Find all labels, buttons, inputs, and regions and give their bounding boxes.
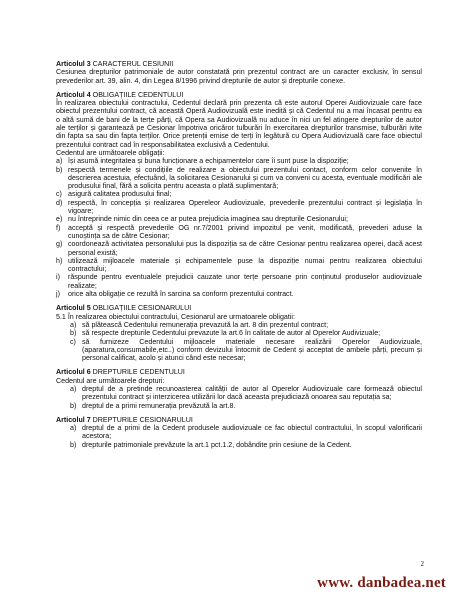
list-item — [56, 273, 422, 290]
list-text: răspunde pentru eventualele prejudicii cauzate unor terțe persoane prin conținutul produselor audiovizuale realizate; — [68, 273, 422, 290]
article-3 — [56, 60, 422, 85]
list-marker: g) — [56, 240, 63, 249]
list-text: să furnizeze Cedentului mijloacele materiale necesare realizării Operelor Audiovizuale, (aparatura,consumabile,etc..) conform devizului întocmit de Cedent și acceptat de ambele părți, precum și personal calificat, acolo și atunci când este necesar; — [82, 337, 422, 363]
list-item — [70, 321, 422, 329]
list-marker: b) — [56, 165, 63, 174]
list-item — [70, 329, 422, 337]
list-text: să plătească Cedentului remunerația prevazută la art. 8 din prezentul contract; — [82, 320, 329, 329]
list-item — [56, 166, 422, 191]
article-3-number: Articolul 3 — [56, 60, 91, 68]
list-text: respectă termenele și condițiile de realizare a obiectului prezentului contact, conform celor convenite în descrierea acestuia, efectuând, la solicitarea Cesionarului și cum va conveni cu acesta, eventuale modificări ale produsului final, fără a solicita pentru aceasta o plată suplimentară; — [68, 165, 422, 191]
list-item — [56, 290, 422, 298]
list-marker: a) — [56, 157, 63, 166]
article-4-title: OBLIGAȚIILE CEDENTULUI — [92, 90, 184, 99]
article-3-heading — [56, 60, 422, 68]
article-6-intro: Cedentul are următoarele drepturi: — [56, 376, 165, 385]
article-3-title: CARACTERUL CESIUNII — [92, 60, 174, 68]
list-item — [56, 190, 422, 198]
page-number: 2 — [420, 560, 424, 568]
list-marker: i) — [56, 273, 60, 282]
list-item — [56, 157, 422, 165]
list-marker: c) — [70, 337, 76, 346]
list-text: dreptul de a primi remunerația prevăzută la art.8. — [82, 401, 236, 410]
list-text: drepturile patrimoniale prevăzute la art.1 pct.1.2, dobândite prin cesiune de la Cedent. — [82, 440, 352, 449]
list-marker: e) — [56, 215, 63, 224]
list-marker: b) — [70, 329, 77, 338]
article-7 — [56, 416, 422, 449]
list-text: acceptă și respectă prevederile OG nr.7/2001 privind impozitul pe venit, modificată, prevederi aduse la cunoștința sa de către Cesionar; — [68, 223, 422, 240]
list-text: coordonează activitatea personalului pus la dispoziția sa de către Cesionar pentru realizarea operei, dacă acest personal există; — [68, 240, 422, 257]
list-marker: c) — [56, 190, 62, 199]
list-text: dreptul de a pretinde recunoasterea calității de autor al Operelor Audiovizuale care formează obiectul prezentului contract și interzicerea utilizării lor dacă aceasta prejudiciază onoarea sau reputația sa; — [82, 384, 422, 402]
list-marker: a) — [70, 320, 77, 329]
list-item — [70, 424, 422, 441]
list-item — [70, 338, 422, 363]
list-text: nu întreprinde nimic din ceea ce ar putea prejudicia imaginea sau drepturile Cesionarului; — [68, 215, 348, 224]
article-6 — [56, 368, 422, 409]
article-5-heading — [56, 304, 422, 312]
list-text: dreptul de a primi de la Cedent produsele audiovizuale ce fac obiectul contractului, în scopul valorificarii acestora; — [82, 424, 422, 441]
list-marker: a) — [70, 424, 77, 433]
article-3-body: Cesiunea drepturilor patrimoniale de autor constatată prin prezentul contract are un caracter exclusiv, în sensul prevederilor art. 39, alin. 4, din Legea 8/1996 privind drepturile de autor și drepturile conexe. — [56, 68, 422, 85]
article-5-intro: 5.1 În realizarea obiectului contractului, Cesionarul are urmatoarele obligatii: — [56, 312, 295, 321]
article-7-title: DREPTURILE CESIONARULUI — [92, 415, 193, 424]
watermark: www. danbadea.net — [317, 575, 446, 591]
list-marker: f) — [56, 223, 61, 232]
list-text: utilizează mijloacele materiale și echipamentele puse la dispoziție numai pentru realizarea obiectului contractului; — [68, 256, 422, 274]
list-marker: a) — [70, 384, 77, 393]
article-5 — [56, 304, 422, 362]
article-6-title: DREPTURILE CEDENTULUI — [92, 368, 185, 377]
list-item — [56, 240, 422, 257]
list-marker: b) — [70, 401, 77, 410]
article-4-body: În realizarea obiectului contractului, Cedentul declară prin prezenta că este autorul Operei Audiovizuale care face obiectul prezentului contract, că această Operă Audiovizuală este inedită și că Cedentul nu a mai încasat pentru ea o altă sumă de bani de la terțe părți, că Opera sa Audiovizuală nu aduce în nici un fel atingere drepturilor de autor ale terților și garantează pe Cesionar împotriva oricăror tulburări în exercitarea drepturilor transmise, tulburări ivite din fapta sa sau din fapta terților. Orice pretenții emise de terți în legătură cu Opera Audiovizuală care face obiectul prezentului contract cad în responsabilitatea exclusivă a Cedentului. — [56, 99, 422, 149]
list-text: să respecte drepturile Cedentului prevazute la art.6 în calitate de autor al Operelor Audivizuale; — [82, 329, 381, 338]
list-item — [56, 215, 422, 223]
article-7-number: Articolul 7 — [56, 415, 91, 424]
article-7-heading — [56, 416, 422, 424]
article-5-title: OBLIGAȚIILE CESIONARULUI — [92, 304, 192, 313]
list-item — [70, 385, 422, 402]
list-text: orice alta obligație ce rezultă în sarcina sa conform prezentului contract. — [68, 290, 294, 299]
list-marker: h) — [56, 256, 63, 265]
list-text: își asumă integritatea și buna funcționare a echipamentelor care îi sunt puse la dispoziție; — [68, 157, 349, 166]
document-body — [56, 60, 422, 455]
article-4 — [56, 91, 422, 298]
list-text: respectă, în concepția și realizarea Opereleor Audiovizuale, prevederile prezentului contract și legislația în vigoare; — [68, 198, 422, 216]
article-4-heading — [56, 91, 422, 99]
article-6-heading — [56, 368, 422, 376]
list-item — [56, 224, 422, 241]
article-4-number: Articolul 4 — [56, 90, 91, 99]
list-item — [70, 441, 422, 449]
list-marker: j) — [56, 290, 60, 299]
list-item — [56, 257, 422, 274]
list-text: asigură calitatea produsului final; — [68, 190, 172, 199]
article-5-number: Articolul 5 — [56, 304, 91, 313]
list-item — [70, 402, 422, 410]
article-4-intro: Cedentul are următoarele obligații: — [56, 148, 165, 157]
list-marker: b) — [70, 440, 77, 449]
list-marker: d) — [56, 198, 63, 207]
article-6-number: Articolul 6 — [56, 368, 91, 377]
list-item — [56, 199, 422, 216]
